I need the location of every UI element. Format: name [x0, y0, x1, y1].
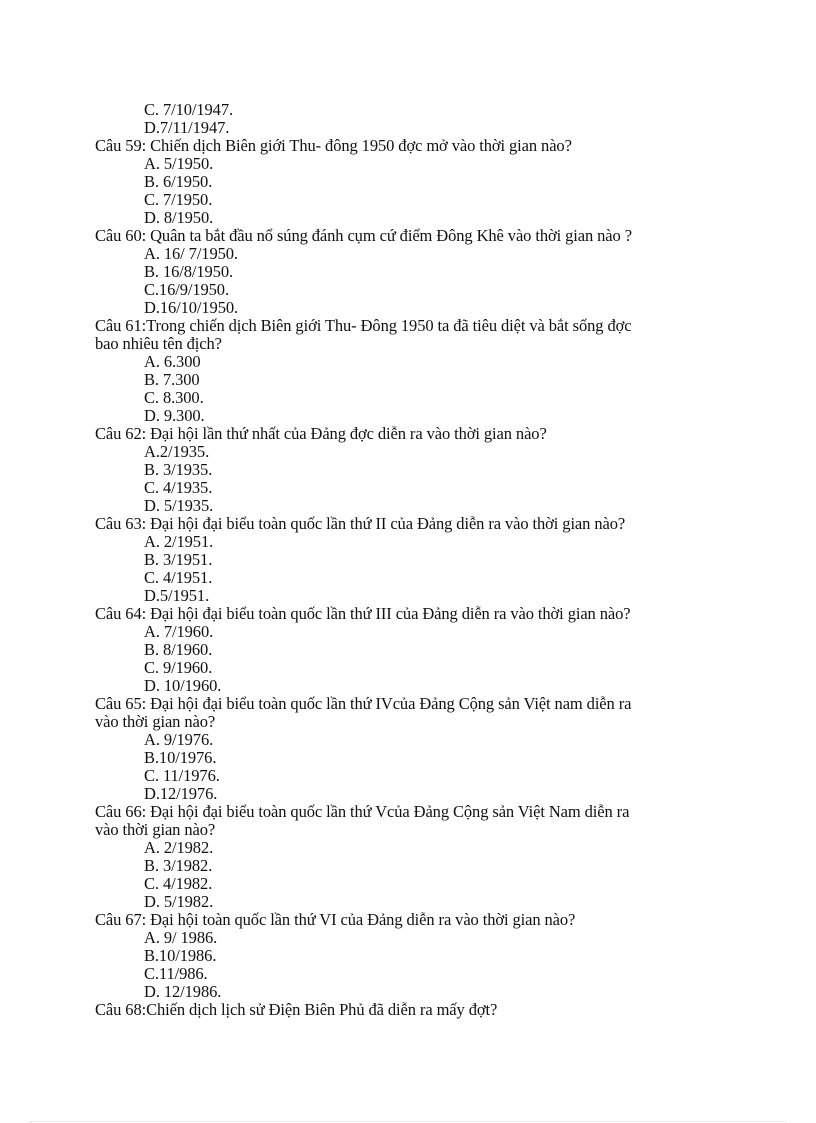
answer-option: B. 3/1951.: [144, 550, 213, 569]
question-text: Câu 66: Đại hội đại biểu toàn quốc lần thứ Vcủa Đảng Cộng sản Việt Nam diễn ra: [95, 802, 630, 821]
question-text: vào thời gian nào?: [95, 820, 216, 839]
answer-option: C. 7/10/1947.: [144, 100, 233, 119]
answer-option: D.16/10/1950.: [144, 298, 239, 317]
document-page: [0, 101, 816, 1019]
answer-option: B. 3/1935.: [144, 460, 213, 479]
answer-option: A. 2/1951.: [144, 532, 214, 551]
answer-option: A. 9/1976.: [144, 730, 214, 749]
answer-option: D.7/11/1947.: [144, 118, 230, 137]
question-text: Câu 62: Đại hội lần thứ nhất của Đảng đợc diễn ra vào thời gian nào?: [95, 424, 547, 443]
answer-option: A. 9/ 1986.: [144, 928, 218, 947]
answer-option: B.10/1986.: [144, 946, 217, 965]
answer-option: A. 2/1982.: [144, 838, 214, 857]
question-text: Câu 60: Quân ta bắt đầu nổ súng đánh cụm cứ điểm Đông Khê vào thời gian nào ?: [95, 226, 632, 245]
answer-option: D. 8/1950.: [144, 208, 214, 227]
answer-option: B. 6/1950.: [144, 172, 213, 191]
answer-option: A. 7/1960.: [144, 622, 214, 641]
answer-option: C. 4/1982.: [144, 874, 213, 893]
answer-option: A. 5/1950.: [144, 154, 214, 173]
page-bottom-rule: [30, 1121, 786, 1122]
answer-option: C. 7/1950.: [144, 190, 213, 209]
answer-option: B. 7.300: [144, 370, 200, 389]
question-text: Câu 59: Chiến dịch Biên giới Thu- đông 1950 đợc mở vào thời gian nào?: [95, 136, 572, 155]
answer-option: B. 16/8/1950.: [144, 262, 233, 281]
answer-option: B.10/1976.: [144, 748, 217, 767]
answer-option: C. 11/1976.: [144, 766, 220, 785]
question-text: Câu 64: Đại hội đại biểu toàn quốc lần thứ III của Đảng diễn ra vào thời gian nào?: [95, 604, 631, 623]
answer-option: D. 5/1982.: [144, 892, 214, 911]
answer-option: D.5/1951.: [144, 586, 210, 605]
question-text: vào thời gian nào?: [95, 712, 216, 731]
question-text: Câu 67: Đại hội toàn quốc lần thứ VI của Đảng diễn ra vào thời gian nào?: [95, 910, 576, 929]
answer-option: D. 10/1960.: [144, 676, 222, 695]
question-text: Câu 61:Trong chiến dịch Biên giới Thu- Đông 1950 ta đã tiêu diệt và bắt sống đợc: [95, 316, 632, 335]
answer-option: C. 4/1935.: [144, 478, 213, 497]
question-text: Câu 68:Chiến dịch lịch sử Điện Biên Phủ đã diễn ra mấy đợt?: [95, 1000, 498, 1019]
answer-option: A. 16/ 7/1950.: [144, 244, 238, 263]
answer-option: B. 3/1982.: [144, 856, 213, 875]
answer-option: C. 4/1951.: [144, 568, 213, 587]
answer-option: D. 9.300.: [144, 406, 205, 425]
question-text: bao nhiêu tên địch?: [95, 334, 222, 353]
answer-option: A. 6.300: [144, 352, 201, 371]
answer-option: C.16/9/1950.: [144, 280, 229, 299]
answer-option: C. 8.300.: [144, 388, 204, 407]
answer-option: A.2/1935.: [144, 442, 210, 461]
answer-option: D.12/1976.: [144, 784, 218, 803]
question-text: Câu 63: Đại hội đại biểu toàn quốc lần thứ II của Đảng diễn ra vào thời gian nào?: [95, 514, 626, 533]
answer-option: B. 8/1960.: [144, 640, 213, 659]
answer-option: C.11/986.: [144, 964, 208, 983]
answer-option: D. 5/1935.: [144, 496, 214, 515]
answer-option: C. 9/1960.: [144, 658, 213, 677]
answer-option: D. 12/1986.: [144, 982, 222, 1001]
question-text: Câu 65: Đại hội đại biểu toàn quốc lần thứ IVcủa Đảng Cộng sản Việt nam diễn ra: [95, 694, 632, 713]
